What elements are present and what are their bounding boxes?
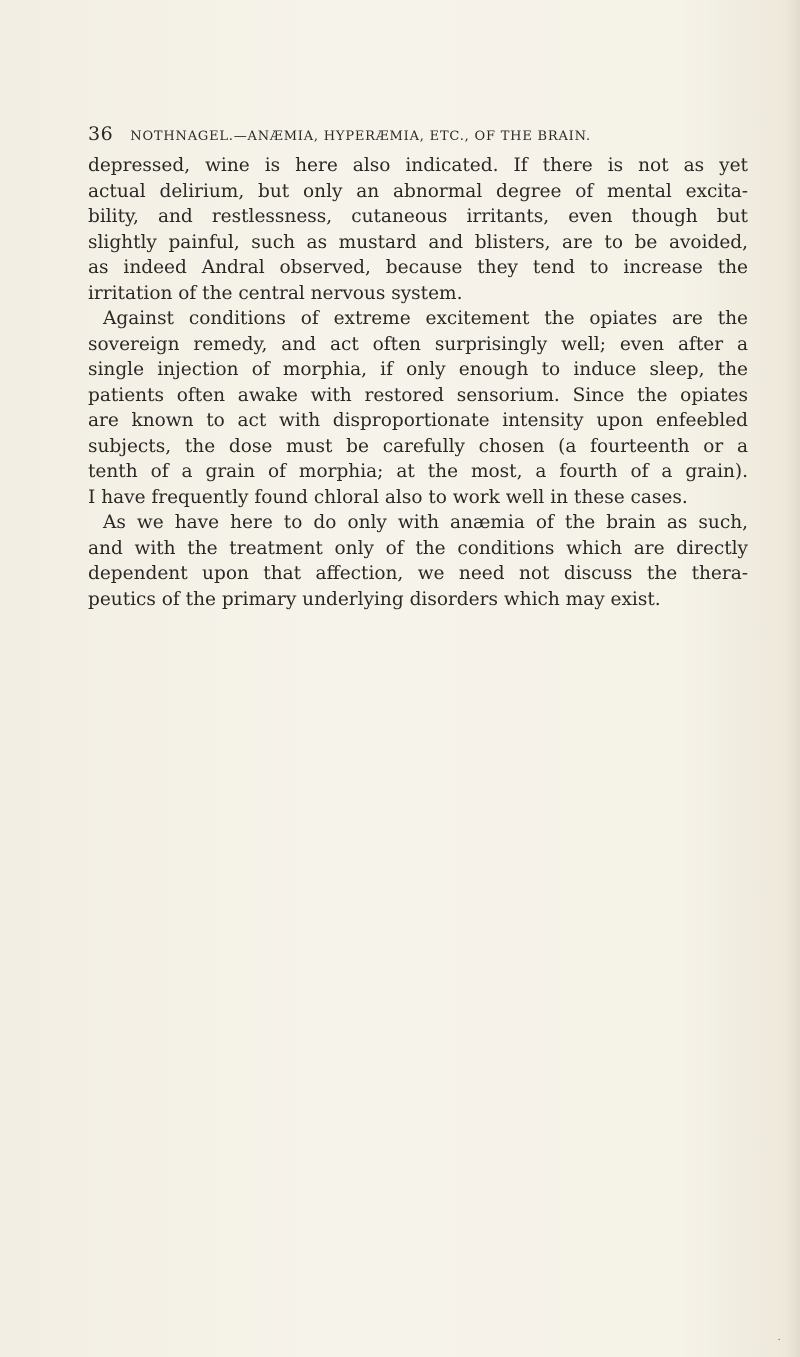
page-edge-shadow xyxy=(786,0,800,1357)
text-line: slightly painful, such as mustard and blisters, are to be avoided, xyxy=(88,231,748,253)
text-line: are known to act with disproportionate intensity upon enfeebled xyxy=(88,410,748,431)
text-line: irritation of the central nervous system. xyxy=(88,282,463,304)
paragraph-start-line: Against conditions of extreme excitement the opiates are the xyxy=(103,308,748,329)
text-line: and with the treatment only of the conditions which are directly xyxy=(88,537,748,559)
text-line: tenth of a grain of morphia; at the most, a fourth of a grain). xyxy=(88,461,748,482)
paragraph-start-line: As we have here to do only with anæmia of the brain as such, xyxy=(103,512,748,533)
body-text xyxy=(88,153,748,612)
page-header xyxy=(88,123,748,149)
text-line: actual delirium, but only an abnormal degree of mental excita- xyxy=(88,180,748,202)
text-line: patients often awake with restored sensorium. Since the opiates xyxy=(88,384,748,406)
ink-speck: · xyxy=(776,1334,783,1347)
text-line: subjects, the dose must be carefully chosen (a fourteenth or a xyxy=(88,435,748,457)
text-line: dependent upon that affection, we need not discuss the thera- xyxy=(88,563,748,584)
text-line: as indeed Andral observed, because they tend to increase the xyxy=(88,257,748,278)
text-line: single injection of morphia, if only enough to induce sleep, the xyxy=(88,359,748,380)
running-title: NOTHNAGEL.—ANÆMIA, HYPERÆMIA, ETC., OF THE BRAIN. xyxy=(130,129,591,144)
text-line: bility, and restlessness, cutaneous irritants, even though but xyxy=(88,206,748,227)
page-number: 36 xyxy=(88,123,114,145)
text-line: peutics of the primary underlying disorders which may exist. xyxy=(88,588,661,610)
text-line: depressed, wine is here also indicated. If there is not as yet xyxy=(88,155,748,176)
text-line: I have frequently found chloral also to work well in these cases. xyxy=(88,486,688,508)
text-line: sovereign remedy, and act often surprisingly well; even after a xyxy=(88,333,748,355)
